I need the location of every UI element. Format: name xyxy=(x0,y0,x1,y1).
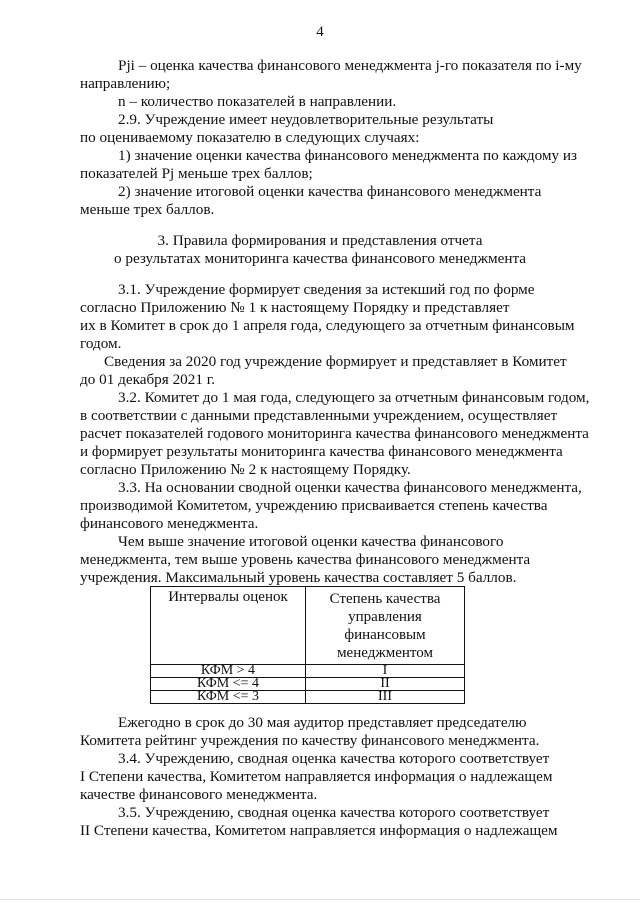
text-line: финансового менеджмента. xyxy=(80,515,259,532)
text-line: Комитета рейтинг учреждения по качеству финансового менеджмента. xyxy=(80,732,540,749)
text-line: 3.2. Комитет до 1 мая года, следующего за отчетным финансовым годом, xyxy=(118,389,590,406)
table-header-intervals: Интервалы оценок xyxy=(151,587,306,665)
table-header-row xyxy=(151,587,465,665)
text-line: учреждения. Максимальный уровень качества составляет 5 баллов. xyxy=(80,569,517,586)
table-cell-degree: III xyxy=(306,691,465,704)
header-degree-line: Степень качества xyxy=(329,591,441,607)
section-heading-line1: 3. Правила формирования и представления отчета xyxy=(157,232,483,249)
text-line: меньше трех баллов. xyxy=(80,201,215,218)
text-line: годом. xyxy=(80,335,122,352)
text-line: 3.1. Учреждение формирует сведения за истекший год по форме xyxy=(118,281,535,298)
text-line: II Степени качества, Комитетом направляется информация о надлежащем xyxy=(80,822,558,839)
text-line: n – количество показателей в направлении. xyxy=(118,93,397,110)
quality-degree-table xyxy=(150,586,465,704)
text-line: расчет показателей годового мониторинга качества финансового менеджмента xyxy=(80,425,589,442)
text-line: 2.9. Учреждение имеет неудовлетворительные результаты xyxy=(118,111,494,128)
text-line: 2) значение итоговой оценки качества финансового менеджмента xyxy=(118,183,542,200)
text-line: в соответствии с данными представленными учреждением, осуществляет xyxy=(80,407,558,424)
text-line: 1) значение оценки качества финансового менеджмента по каждому из xyxy=(118,147,578,164)
text-line: Ежегодно в срок до 30 мая аудитор представляет председателю xyxy=(118,714,527,731)
header-degree-line: финансовым xyxy=(344,627,426,643)
text-line: качестве финансового менеджмента. xyxy=(80,786,318,803)
page-number: 4 xyxy=(316,24,324,40)
text-line: согласно Приложению № 1 к настоящему Порядку и представляет xyxy=(80,299,510,316)
text-line: согласно Приложению № 2 к настоящему Порядку. xyxy=(80,461,411,478)
text-line: 3.5. Учреждению, сводная оценка качества которого соответствует xyxy=(118,804,550,821)
text-line: по оцениваемому показателю в следующих случаях: xyxy=(80,129,420,146)
text-line: Сведения за 2020 год учреждение формирует и представляет в Комитет xyxy=(104,353,567,370)
text-line: и формирует результаты мониторинга качества финансового менеджмента xyxy=(80,443,563,460)
text-line: направлению; xyxy=(80,75,171,92)
scan-edge-line xyxy=(0,899,640,900)
table-cell-interval: КФМ <= 3 xyxy=(151,691,306,704)
text-line: 3.4. Учреждению, сводная оценка качества которого соответствует xyxy=(118,750,550,767)
text-line: Pji – оценка качества финансового менеджмента j-го показателя по i-му xyxy=(118,57,582,74)
table-row xyxy=(151,691,465,704)
text-line: менеджмента, тем выше уровень качества финансового менеджмента xyxy=(80,551,531,568)
header-degree-line: менеджментом xyxy=(337,645,433,661)
table-cell-degree: II xyxy=(306,678,465,691)
text-line: их в Комитет в срок до 1 апреля года, следующего за отчетным финансовым xyxy=(80,317,575,334)
table-cell-interval: КФМ > 4 xyxy=(151,665,306,678)
text-line: Чем выше значение итоговой оценки качества финансового xyxy=(118,533,504,550)
text-line: I Степени качества, Комитетом направляется информация о надлежащем xyxy=(80,768,553,785)
section-heading-line2: о результатах мониторинга качества финансового менеджмента xyxy=(113,250,527,267)
text-line: до 01 декабря 2021 г. xyxy=(80,371,216,388)
table-header-degree xyxy=(306,587,465,665)
text-line: 3.3. На основании сводной оценки качества финансового менеджмента, xyxy=(118,479,582,496)
header-degree-line: управления xyxy=(348,609,422,625)
text-line: показателей Pj меньше трех баллов; xyxy=(80,165,313,182)
table-cell-degree: I xyxy=(306,665,465,678)
table-cell-interval: КФМ <= 4 xyxy=(151,678,306,691)
text-line: производимой Комитетом, учреждению присваивается степень качества xyxy=(80,497,548,514)
